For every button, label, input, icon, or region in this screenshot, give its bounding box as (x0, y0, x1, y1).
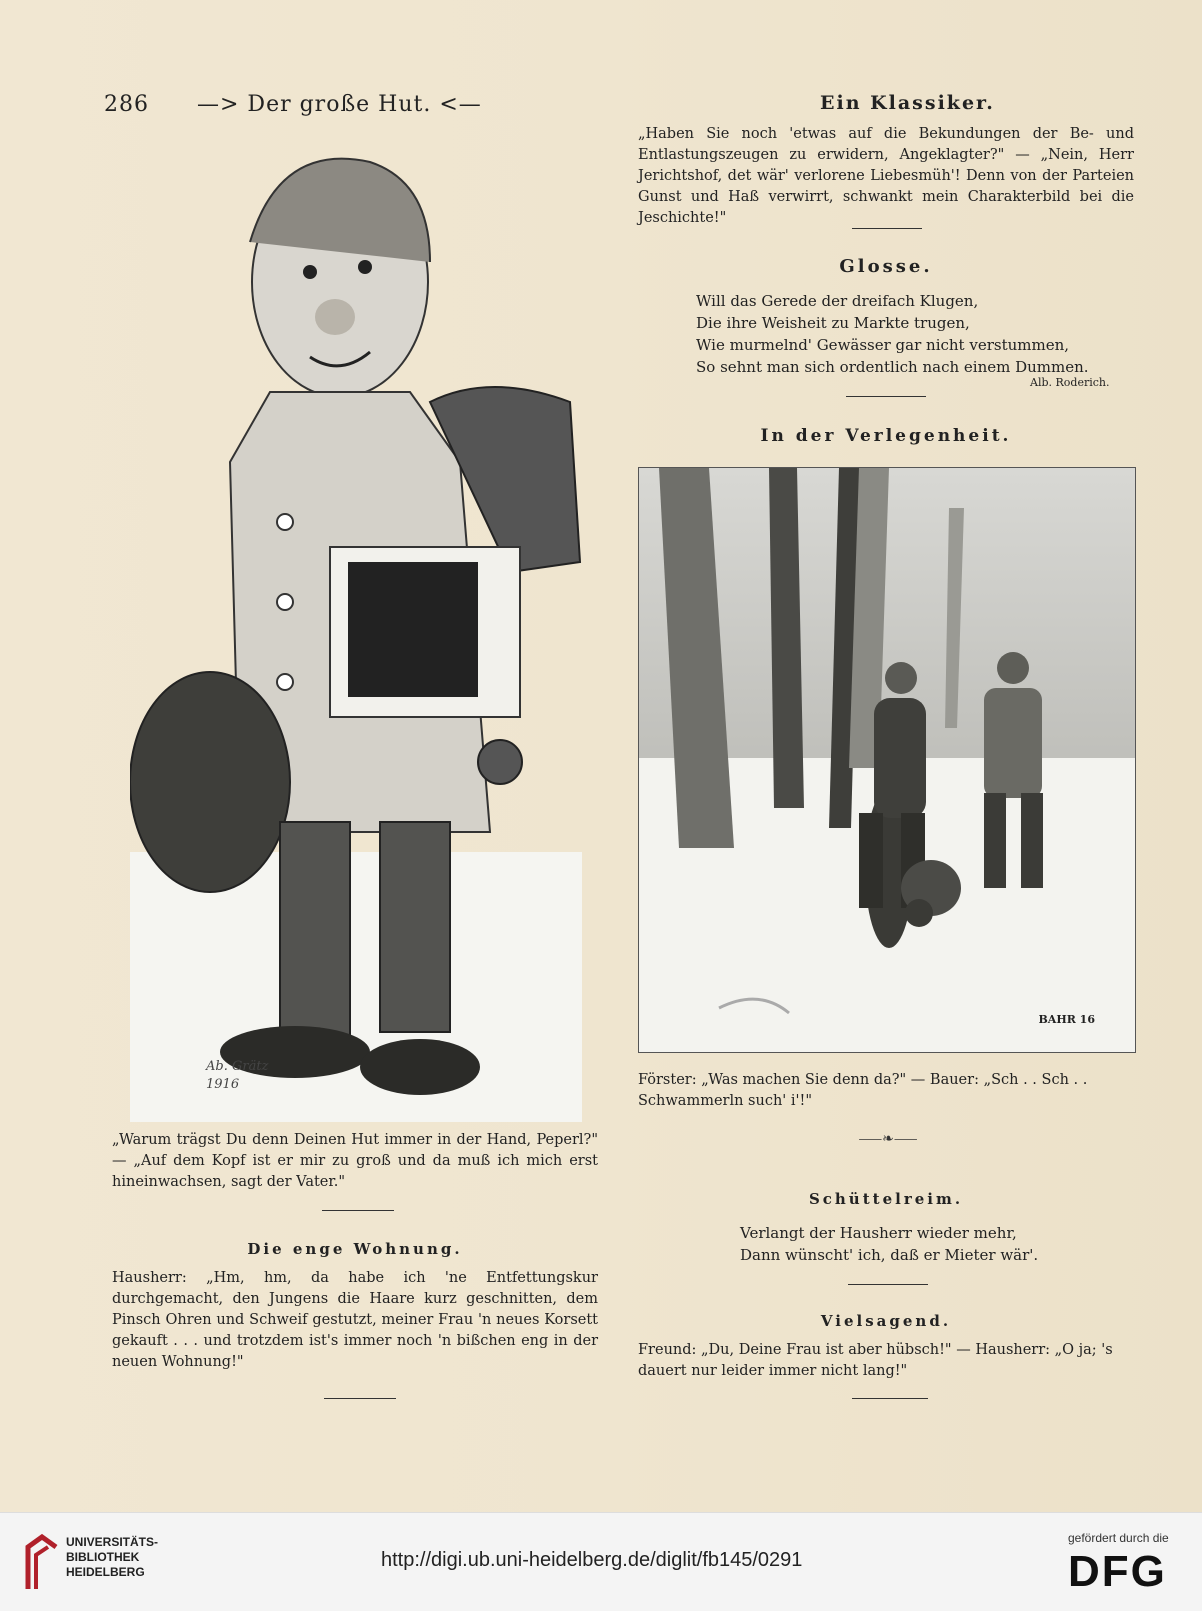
poem-line: Die ihre Weisheit zu Markte trugen, (696, 314, 970, 332)
artist-signature: Ab. Grätz 1916 (206, 1059, 269, 1092)
library-logo-icon (24, 1533, 60, 1593)
vielsagend-text: Freund: „Du, Deine Frau ist aber hübsch!" — Hausherr: „O ja; 's dauert nur leider immer nicht lang!" (638, 1342, 1113, 1379)
library-line: UNIVERSITÄTS- (66, 1535, 159, 1549)
poem-line: Verlangt der Hausherr wieder mehr, (740, 1224, 1017, 1242)
library-name (66, 1535, 158, 1580)
ornament-icon: ⸺❧⸺ (858, 1131, 918, 1147)
left-running-title: —> Der große Hut. <— (197, 92, 482, 117)
right-running-title: Ein Klassiker. (820, 92, 995, 114)
glosse-poem (696, 290, 1116, 378)
divider (852, 228, 922, 229)
schuettelreim-title: Schüttelreim. (808, 1190, 964, 1208)
divider (848, 1284, 928, 1285)
poem-line: Dann wünscht' ich, daß er Mieter wär'. (740, 1246, 1039, 1264)
funded-by-label: gefördert durch die (1068, 1531, 1169, 1545)
poem-line: Wie murmelnd' Gewässer gar nicht verstummen, (696, 336, 1070, 354)
divider (852, 1398, 928, 1399)
poem-line: Will das Gerede der dreifach Klugen, (696, 292, 979, 310)
dfg-logo: DFG (1068, 1547, 1167, 1596)
library-line: HEIDELBERG (66, 1565, 145, 1579)
divider (322, 1210, 394, 1211)
poem-line: So sehnt man sich ordentlich nach einem Dummen. (696, 358, 1089, 376)
forest-scene-icon (639, 468, 1135, 1052)
hut-caption: „Warum trägst Du denn Deinen Hut immer in der Hand, Peperl?" — „Auf dem Kopf ist er mir zu groß und da muß ich mich erst hineinwachsen, sagt der Vater." (112, 1132, 598, 1190)
forest-illustration (638, 467, 1136, 1053)
boy-figure-icon (130, 132, 582, 1122)
boy-illustration (130, 132, 582, 1122)
footer-bar (0, 1512, 1202, 1611)
illustration-signature: BAHR 16 (1038, 1013, 1095, 1026)
klassiker-text: „Haben Sie noch 'etwas auf die Bekundungen der Be- und Entlastungszeugen zu erwidern, Angeklagter?" — „Nein, Herr Jerichtshof, det wär' verlorene Liebesmüh'! Denn von der Parteien Gunst und Haß verwirrt, schwankt mein Charakterbild bei die Jeschichte!" (638, 126, 1134, 226)
glosse-author: Alb. Roderich. (1030, 376, 1110, 389)
wohnung-text: Hausherr: „Hm, hm, da habe ich 'ne Entfettungskur durchgemacht, den Jungens die Haare kurz geschnitten, dem Pinsch Ohren und Schweif gestutzt, meiner Frau 'n neues Korsett gekauft . . . und trotzdem ist's immer noch 'n bißchen eng in der neuen Wohnung!" (112, 1270, 598, 1370)
divider (846, 396, 926, 397)
schuettelreim-poem (740, 1222, 1080, 1266)
verlegenheit-title: In der Verlegenheit. (760, 426, 1012, 446)
divider (324, 1398, 396, 1399)
document-url-link[interactable]: http://digi.ub.uni-heidelberg.de/diglit/fb145/0291 (381, 1549, 803, 1571)
glosse-title: Glosse. (839, 256, 933, 277)
wohnung-title: Die enge Wohnung. (247, 1240, 463, 1258)
page-number: 286 (104, 92, 149, 117)
page-header-left (104, 92, 482, 117)
vielsagend-title: Vielsagend. (820, 1312, 952, 1330)
verlegenheit-caption: Förster: „Was machen Sie denn da?" — Bauer: „Sch . . Sch . . Schwammerln such' i'!" (638, 1072, 1088, 1109)
library-line: BIBLIOTHEK (66, 1550, 140, 1564)
